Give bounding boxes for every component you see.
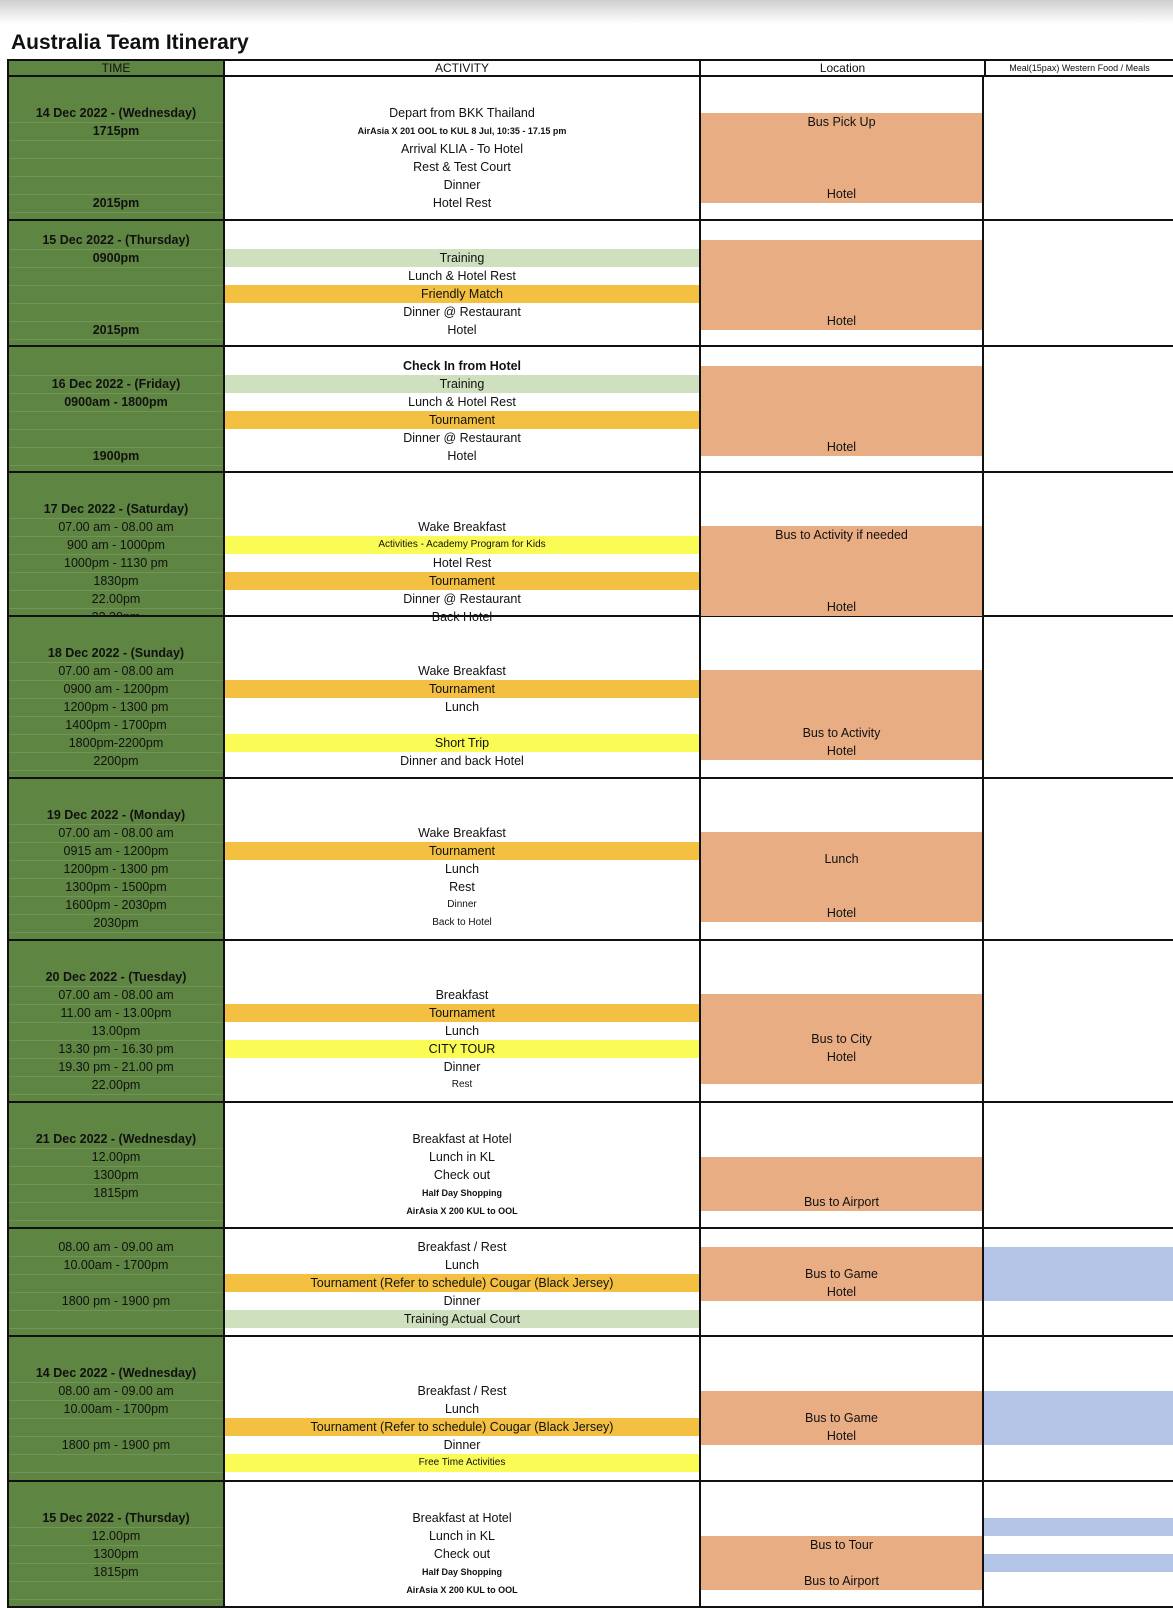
activity-column — [223, 77, 699, 219]
activity-cell: Lunch in KL — [428, 1529, 496, 1543]
time-cell: 2200pm — [9, 752, 223, 771]
time-cell: 1400pm - 1700pm — [9, 716, 223, 735]
time-cell: 2015pm — [9, 321, 223, 340]
day-block — [7, 1337, 1173, 1482]
day-block — [7, 617, 1173, 779]
activity-cell: Lunch & Hotel Rest — [408, 395, 516, 409]
time-cell: 19.30 pm - 21.00 pm — [9, 1058, 223, 1077]
location-cell — [701, 276, 982, 294]
meal-column — [984, 1482, 1173, 1606]
activity-column — [223, 1482, 699, 1606]
meal-cell — [984, 1247, 1173, 1265]
header-meal: Meal(15pax) Western Food / Meals — [984, 61, 1173, 75]
time-cell: 17 Dec 2022 - (Saturday) — [9, 500, 223, 519]
location-column — [699, 1229, 984, 1335]
activity-cell: Breakfast at Hotel — [412, 1132, 512, 1146]
location-cell: Bus to Airport — [701, 1193, 982, 1211]
time-cell: 1200pm - 1300 pm — [9, 860, 223, 879]
time-cell: 15 Dec 2022 - (Thursday) — [9, 231, 223, 250]
time-cell — [9, 303, 223, 322]
activity-cell: Free Time Activities — [225, 1454, 699, 1472]
activity-cell — [225, 968, 699, 986]
time-cell — [9, 176, 223, 195]
activity-cell: Dinner — [443, 1438, 481, 1452]
location-cell — [701, 240, 982, 258]
time-cell: 1900pm — [9, 447, 223, 466]
time-cell: 07.00 am - 08.00 am — [9, 986, 223, 1005]
time-cell — [9, 158, 223, 177]
meal-cell — [984, 1427, 1173, 1445]
time-cell — [9, 1274, 223, 1293]
time-cell: 20 Dec 2022 - (Tuesday) — [9, 968, 223, 987]
location-cell: Bus to Game — [701, 1265, 982, 1283]
window-shadow-bar — [0, 0, 1173, 24]
activity-cell: Rest — [451, 1079, 473, 1090]
activity-column — [223, 779, 699, 939]
location-cell: Hotel — [701, 1427, 982, 1445]
time-cell: 1300pm - 1500pm — [9, 878, 223, 897]
activity-cell — [225, 644, 699, 662]
header-time: TIME — [7, 61, 223, 75]
time-cell: 16 Dec 2022 - (Friday) — [9, 375, 223, 394]
time-cell: 1000pm - 1130 pm — [9, 554, 223, 573]
location-cell: Hotel — [701, 1283, 982, 1301]
day-block — [7, 941, 1173, 1103]
itinerary-table — [7, 77, 1173, 1608]
meal-column — [984, 347, 1173, 471]
location-cell — [701, 131, 982, 149]
location-cell: Bus to Game — [701, 1409, 982, 1427]
time-cell: 07.00 am - 08.00 am — [9, 662, 223, 681]
location-cell — [701, 580, 982, 598]
activity-cell: Short Trip — [225, 734, 699, 752]
activity-cell: Tournament (Refer to schedule) Cougar (Black Jersey) — [225, 1274, 699, 1292]
location-column — [699, 221, 984, 345]
time-cell: 21 Dec 2022 - (Wednesday) — [9, 1130, 223, 1149]
location-cell: Bus to Activity — [701, 724, 982, 742]
meal-cell — [984, 1283, 1173, 1301]
day-block — [7, 221, 1173, 347]
activity-cell: Breakfast / Rest — [417, 1384, 507, 1398]
time-cell: 15 Dec 2022 - (Thursday) — [9, 1509, 223, 1528]
activity-cell — [225, 806, 699, 824]
meal-cell — [984, 1391, 1173, 1409]
header-location: Location — [699, 61, 984, 75]
location-cell — [701, 149, 982, 167]
time-cell: 11.00 am - 13.00pm — [9, 1004, 223, 1023]
time-cell: 14 Dec 2022 - (Wednesday) — [9, 1364, 223, 1383]
activity-column — [223, 221, 699, 345]
location-cell — [701, 420, 982, 438]
location-cell — [701, 294, 982, 312]
activity-cell: Rest & Test Court — [413, 160, 511, 174]
location-cell: Bus to Airport — [701, 1572, 982, 1590]
activity-cell: Hotel Rest — [432, 196, 492, 210]
location-cell — [701, 1391, 982, 1409]
activity-cell — [225, 500, 699, 518]
time-column — [7, 617, 223, 777]
activity-cell: Lunch — [444, 1402, 480, 1416]
activity-cell — [225, 231, 699, 249]
time-cell: 14 Dec 2022 - (Wednesday) — [9, 104, 223, 123]
day-block — [7, 1229, 1173, 1337]
activity-column — [223, 617, 699, 777]
time-cell: 1800pm-2200pm — [9, 734, 223, 753]
time-cell: 1200pm - 1300 pm — [9, 698, 223, 717]
day-block — [7, 473, 1173, 624]
time-column — [7, 1229, 223, 1335]
location-cell — [701, 886, 982, 904]
time-cell — [9, 267, 223, 286]
activity-cell: Back Hotel — [431, 610, 493, 624]
location-cell — [701, 366, 982, 384]
location-cell: Hotel — [701, 438, 982, 456]
location-cell — [701, 402, 982, 420]
activity-column — [223, 941, 699, 1101]
time-cell: 1800 pm - 1900 pm — [9, 1292, 223, 1311]
time-cell — [9, 429, 223, 448]
location-column — [699, 1482, 984, 1606]
activity-cell: Hotel Rest — [432, 556, 492, 570]
time-cell: 1600pm - 2030pm — [9, 896, 223, 915]
activity-cell: Check out — [433, 1168, 491, 1182]
activity-cell: Tournament (Refer to schedule) Cougar (Black Jersey) — [225, 1418, 699, 1436]
time-cell: 2015pm — [9, 194, 223, 213]
time-cell: 0915 am - 1200pm — [9, 842, 223, 861]
location-cell — [701, 258, 982, 276]
location-cell — [701, 1247, 982, 1265]
time-cell: 07.00 am - 08.00 am — [9, 824, 223, 843]
activity-cell: Tournament — [225, 1004, 699, 1022]
activity-cell: Activities - Academy Program for Kids — [225, 536, 699, 554]
activity-cell: Lunch — [444, 1024, 480, 1038]
activity-cell: Tournament — [225, 411, 699, 429]
location-cell — [701, 706, 982, 724]
time-column — [7, 1337, 223, 1480]
activity-cell: Wake Breakfast — [418, 520, 506, 534]
activity-cell: Dinner — [443, 1060, 481, 1074]
page-title: Australia Team Itinerary — [11, 31, 249, 54]
activity-column — [223, 473, 699, 624]
activity-column — [223, 1337, 699, 1480]
activity-cell: Half Day Shopping — [421, 1188, 502, 1198]
activity-cell: Wake Breakfast — [418, 826, 506, 840]
meal-column — [984, 779, 1173, 939]
table-header — [7, 59, 1173, 77]
time-cell: 12.00pm — [9, 1527, 223, 1546]
location-cell — [701, 562, 982, 580]
time-cell: 1300pm — [9, 1166, 223, 1185]
location-cell: Lunch — [701, 850, 982, 868]
time-cell: 19 Dec 2022 - (Monday) — [9, 806, 223, 825]
activity-cell: Dinner @ Restaurant — [403, 431, 521, 445]
time-cell: 1815pm — [9, 1563, 223, 1582]
location-cell: Bus Pick Up — [701, 113, 982, 131]
activity-cell: Lunch — [444, 862, 480, 876]
location-cell: Hotel — [701, 598, 982, 616]
time-cell — [9, 1581, 223, 1600]
location-cell: Hotel — [701, 1048, 982, 1066]
location-cell — [701, 384, 982, 402]
meal-column — [984, 77, 1173, 219]
time-cell: 1300pm — [9, 1545, 223, 1564]
time-cell: 08.00 am - 09.00 am — [9, 1238, 223, 1257]
activity-cell: Tournament — [225, 572, 699, 590]
activity-cell: Dinner — [443, 1294, 481, 1308]
day-block — [7, 779, 1173, 941]
time-cell: 0900 am - 1200pm — [9, 680, 223, 699]
activity-column — [223, 1229, 699, 1335]
time-cell: 12.00pm — [9, 1148, 223, 1167]
meal-column — [984, 473, 1173, 615]
location-cell — [701, 1157, 982, 1175]
location-column — [699, 779, 984, 939]
time-column — [7, 1103, 223, 1227]
location-cell: Hotel — [701, 312, 982, 330]
day-block — [7, 77, 1173, 221]
location-cell: Bus to Activity if needed — [701, 526, 982, 544]
time-cell: 18 Dec 2022 - (Sunday) — [9, 644, 223, 663]
activity-cell: Dinner @ Restaurant — [403, 305, 521, 319]
time-cell: 0900pm — [9, 249, 223, 268]
time-cell — [9, 1202, 223, 1221]
activity-cell: AirAsia X 200 KUL to OOL — [406, 1585, 518, 1595]
meal-column — [984, 221, 1173, 345]
time-cell — [9, 285, 223, 304]
location-column — [699, 77, 984, 219]
location-cell — [701, 670, 982, 688]
meal-column — [984, 1229, 1173, 1335]
meal-column — [984, 941, 1173, 1101]
time-cell: 900 am - 1000pm — [9, 536, 223, 555]
time-cell: 22.00pm — [9, 590, 223, 609]
time-cell: 13.30 pm - 16.30 pm — [9, 1040, 223, 1059]
activity-cell: Lunch — [444, 1258, 480, 1272]
location-cell — [701, 832, 982, 850]
activity-cell: AirAsia X 201 OOL to KUL 8 Jul, 10:35 - 17.15 pm — [357, 126, 567, 136]
time-column — [7, 779, 223, 939]
header-activity: ACTIVITY — [223, 61, 699, 75]
time-cell — [9, 1454, 223, 1473]
time-cell: 10.00am - 1700pm — [9, 1400, 223, 1419]
time-cell — [9, 1418, 223, 1437]
time-cell: 07.00 am - 08.00 am — [9, 518, 223, 537]
location-cell: Bus to Tour — [701, 1536, 982, 1554]
activity-cell: Check out — [433, 1547, 491, 1561]
time-cell: 08.00 am - 09.00 am — [9, 1382, 223, 1401]
activity-cell: AirAsia X 200 KUL to OOL — [406, 1206, 518, 1216]
time-cell: 22.00pm — [9, 1076, 223, 1095]
location-cell — [701, 1175, 982, 1193]
location-column — [699, 347, 984, 471]
time-column — [7, 77, 223, 219]
activity-cell: CITY TOUR — [225, 1040, 699, 1058]
location-cell — [701, 544, 982, 562]
time-cell: 0900am - 1800pm — [9, 393, 223, 412]
meal-cell — [984, 1536, 1173, 1554]
time-cell — [9, 411, 223, 430]
location-column — [699, 941, 984, 1101]
activity-cell: Training Actual Court — [225, 1310, 699, 1328]
time-cell: 1815pm — [9, 1184, 223, 1203]
meal-cell — [984, 1265, 1173, 1283]
activity-cell: Dinner — [443, 178, 481, 192]
location-cell — [701, 868, 982, 886]
activity-cell: Tournament — [225, 842, 699, 860]
meal-cell — [984, 1554, 1173, 1572]
activity-cell: Training — [225, 249, 699, 267]
time-cell: 1715pm — [9, 122, 223, 141]
location-cell — [701, 1554, 982, 1572]
time-cell: 10.00am - 1700pm — [9, 1256, 223, 1275]
location-cell: Bus to City — [701, 1030, 982, 1048]
location-cell: Hotel — [701, 185, 982, 203]
day-block — [7, 1103, 1173, 1229]
time-cell — [9, 357, 223, 376]
meal-column — [984, 617, 1173, 777]
location-cell — [701, 167, 982, 185]
activity-cell: Hotel — [447, 449, 477, 463]
activity-cell: Friendly Match — [225, 285, 699, 303]
time-column — [7, 473, 223, 615]
activity-cell: Dinner and back Hotel — [400, 754, 524, 768]
day-block — [7, 1482, 1173, 1608]
activity-cell: Back to Hotel — [432, 917, 492, 928]
day-block — [7, 347, 1173, 473]
time-column — [7, 941, 223, 1101]
time-cell — [9, 140, 223, 159]
meal-column — [984, 1337, 1173, 1480]
time-cell: 1830pm — [9, 572, 223, 591]
activity-column — [223, 1103, 699, 1227]
activity-cell: Arrival KLIA - To Hotel — [400, 142, 524, 156]
time-cell: 13.00pm — [9, 1022, 223, 1041]
activity-cell — [225, 1364, 699, 1382]
activity-cell: Training — [225, 375, 699, 393]
meal-column — [984, 1103, 1173, 1227]
activity-cell: Hotel — [447, 323, 477, 337]
time-cell: 2030pm — [9, 914, 223, 933]
time-cell — [9, 1310, 223, 1329]
activity-cell: Breakfast / Rest — [417, 1240, 507, 1254]
time-column — [7, 1482, 223, 1606]
activity-cell: Dinner @ Restaurant — [403, 592, 521, 606]
activity-cell: Check In from Hotel — [402, 359, 522, 373]
activity-cell — [225, 716, 699, 734]
location-column — [699, 617, 984, 777]
activity-cell: Dinner — [447, 899, 477, 910]
time-column — [7, 221, 223, 345]
activity-cell: Breakfast at Hotel — [412, 1511, 512, 1525]
meal-cell — [984, 1518, 1173, 1536]
activity-cell: Lunch & Hotel Rest — [408, 269, 516, 283]
location-cell — [701, 688, 982, 706]
activity-cell: Tournament — [225, 680, 699, 698]
meal-cell — [984, 1409, 1173, 1427]
location-column — [699, 1337, 984, 1480]
location-cell: Hotel — [701, 904, 982, 922]
activity-cell: Wake Breakfast — [418, 664, 506, 678]
location-cell: Hotel — [701, 742, 982, 760]
location-cell — [701, 994, 982, 1012]
activity-cell: Rest — [449, 880, 475, 894]
activity-cell: Lunch in KL — [428, 1150, 496, 1164]
location-column — [699, 1103, 984, 1227]
activity-column — [223, 347, 699, 471]
activity-cell: Half Day Shopping — [421, 1567, 502, 1577]
activity-cell: Depart from BKK Thailand — [389, 106, 535, 120]
time-cell: 1800 pm - 1900 pm — [9, 1436, 223, 1455]
activity-cell: Breakfast — [435, 988, 489, 1002]
time-column — [7, 347, 223, 471]
location-cell — [701, 1066, 982, 1084]
activity-cell: Lunch — [444, 700, 480, 714]
location-column — [699, 473, 984, 615]
location-cell — [701, 1012, 982, 1030]
